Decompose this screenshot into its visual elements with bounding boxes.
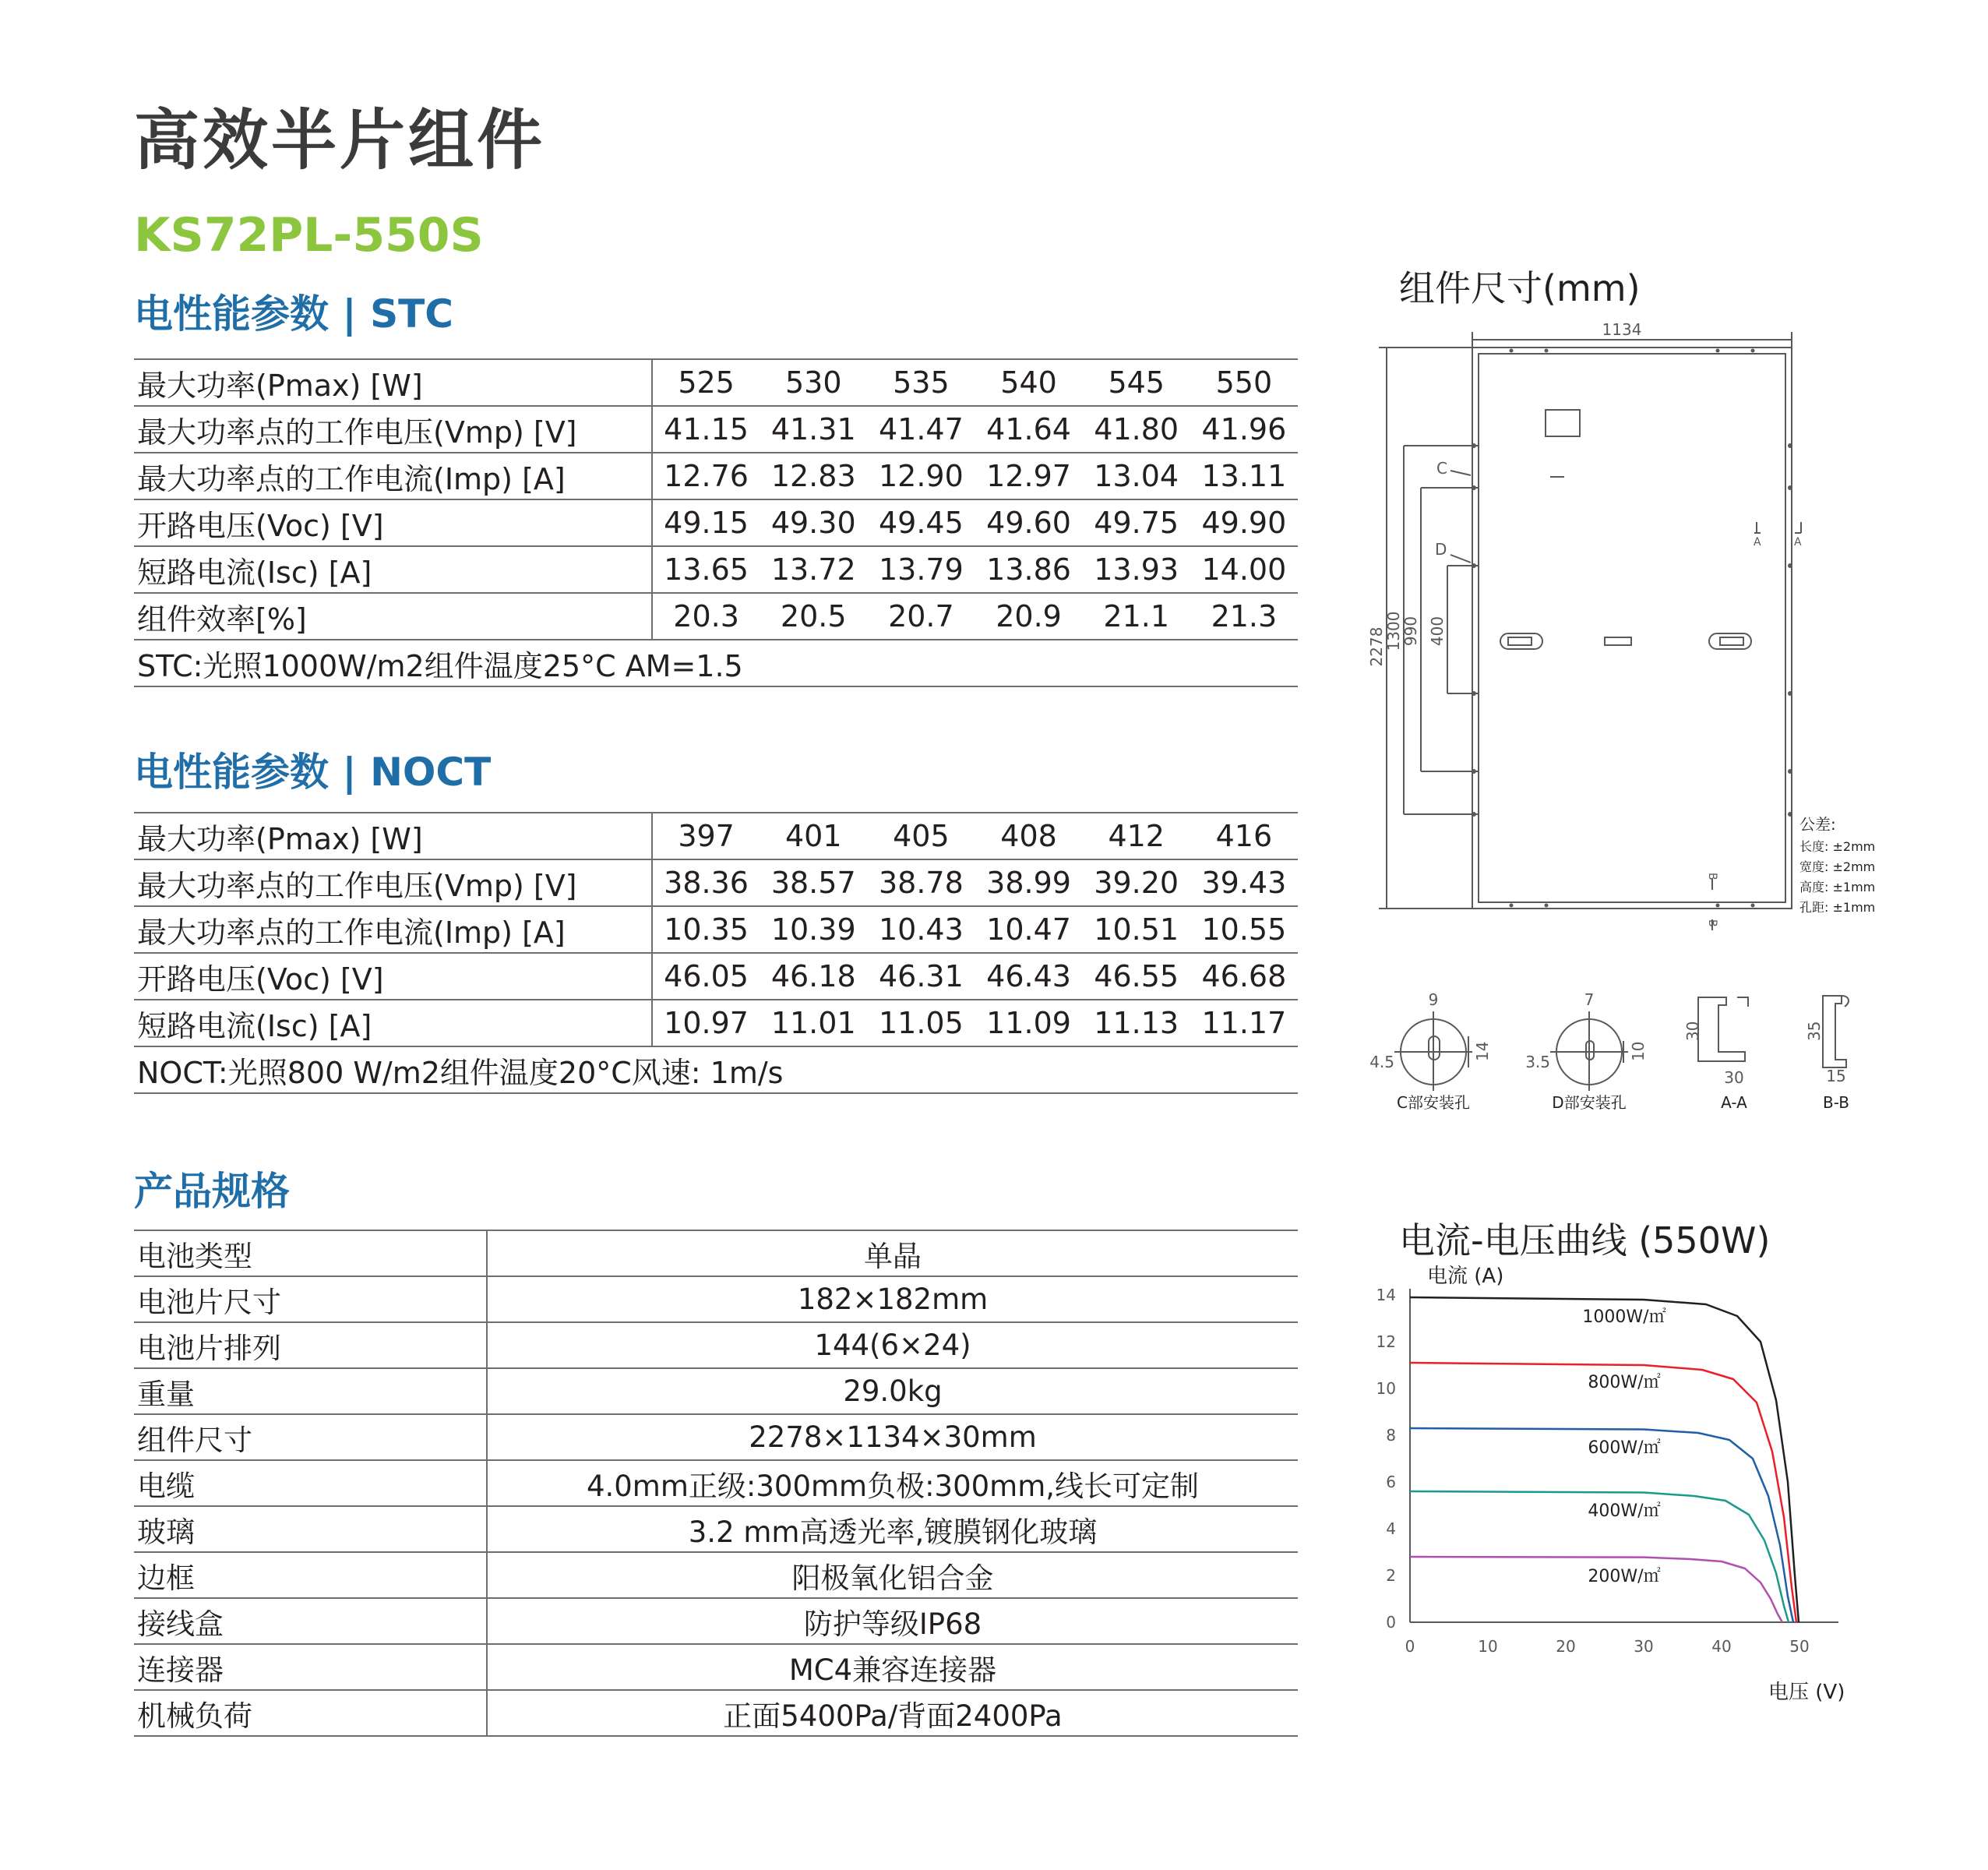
stc-value-cell: 12.90 (867, 453, 975, 499)
y-tick-label: 0 (1386, 1613, 1396, 1632)
stc-row (134, 593, 1298, 640)
section-a-mark-left: A (1754, 536, 1761, 549)
stc-value-cell: 13.72 (760, 546, 867, 593)
product-spec-label: 机械负荷 (134, 1690, 487, 1736)
noct-row-label: 最大功率点的工作电压(Vmp) [V] (134, 859, 652, 906)
height-dimension-2278: 2278 (1367, 626, 1386, 667)
noct-row (134, 1000, 1298, 1046)
product-spec-table (134, 1230, 1298, 1737)
product-spec-value: 2278×1134×30mm (487, 1414, 1298, 1460)
noct-value-cell: 10.35 (652, 906, 760, 953)
stc-value-cell: 545 (1083, 359, 1190, 406)
stc-table (134, 358, 1298, 687)
noct-heading: 电性能参数 | NOCT (134, 750, 492, 795)
iv-chart-title: 电流-电压曲线 (550W) (1399, 1219, 1771, 1261)
x-tick-label: 40 (1711, 1637, 1732, 1656)
stc-heading: 电性能参数 | STC (134, 291, 453, 337)
noct-value-cell: 46.43 (975, 953, 1082, 1000)
bb-width: 15 (1826, 1067, 1846, 1085)
noct-value-cell: 408 (975, 813, 1082, 859)
hole-d-label: D (1435, 540, 1447, 559)
product-spec-row (134, 1598, 1298, 1644)
product-spec-row (134, 1414, 1298, 1460)
product-spec-value: 阳极氧化铝合金 (487, 1552, 1298, 1598)
y-tick-label: 6 (1386, 1473, 1396, 1491)
stc-value-cell: 41.80 (1083, 406, 1190, 453)
noct-value-cell: 10.43 (867, 906, 975, 953)
x-tick-label: 10 (1478, 1637, 1498, 1656)
y-axis-label: 电流 (A) (1427, 1265, 1504, 1288)
d-hole-offset: 3.5 (1525, 1053, 1550, 1071)
product-spec-value: 4.0mm正级:300mm负极:300mm,线长可定制 (487, 1460, 1298, 1506)
stc-value-cell: 20.7 (867, 593, 975, 640)
product-spec-row (134, 1552, 1298, 1598)
stc-value-cell: 540 (975, 359, 1082, 406)
page-title: 高效半片组件 (134, 102, 546, 178)
noct-value-cell: 46.18 (760, 953, 867, 1000)
product-spec-label: 电池类型 (134, 1230, 487, 1276)
noct-value-cell: 10.47 (975, 906, 1082, 953)
noct-value-cell: 46.05 (652, 953, 760, 1000)
noct-row-label: 短路电流(Isc) [A] (134, 1000, 652, 1046)
product-spec-label: 边框 (134, 1552, 487, 1598)
product-spec-value: MC4兼容连接器 (487, 1644, 1298, 1690)
noct-row (134, 859, 1298, 906)
noct-value-cell: 10.39 (760, 906, 867, 953)
width-dimension: 1134 (1602, 320, 1642, 339)
stc-value-cell: 13.65 (652, 546, 760, 593)
product-spec-value: 防护等级IP68 (487, 1598, 1298, 1644)
noct-value-cell: 46.31 (867, 953, 975, 1000)
noct-row (134, 906, 1298, 953)
tolerance-height: 高度: ±1mm (1799, 880, 1876, 894)
x-tick-label: 0 (1405, 1637, 1415, 1656)
c-hole-offset: 4.5 (1369, 1053, 1394, 1071)
c-hole-length: 14 (1473, 1041, 1492, 1061)
noct-value-cell: 38.57 (760, 859, 867, 906)
stc-row-label: 短路电流(Isc) [A] (134, 546, 652, 593)
product-spec-label: 重量 (134, 1368, 487, 1414)
noct-row (134, 953, 1298, 1000)
stc-value-cell: 13.04 (1083, 453, 1190, 499)
noct-value-cell: 38.99 (975, 859, 1082, 906)
stc-value-cell: 12.97 (975, 453, 1082, 499)
noct-row (134, 813, 1298, 859)
noct-value-cell: 416 (1190, 813, 1298, 859)
noct-value-cell: 38.36 (652, 859, 760, 906)
height-dimension-1300: 1300 (1384, 611, 1403, 651)
stc-value-cell: 41.96 (1190, 406, 1298, 453)
noct-value-cell: 10.51 (1083, 906, 1190, 953)
aa-width: 30 (1724, 1068, 1744, 1087)
x-tick-label: 50 (1789, 1637, 1810, 1656)
stc-value-cell: 535 (867, 359, 975, 406)
height-dimension-990: 990 (1401, 616, 1420, 647)
iv-series-label: 200W/㎡ (1588, 1567, 1661, 1586)
iv-curve-chart (1355, 1262, 1870, 1722)
stc-value-cell: 49.30 (760, 499, 867, 546)
stc-row-label: 最大功率(Pmax) [W] (134, 359, 652, 406)
y-tick-label: 2 (1386, 1566, 1396, 1585)
bb-height: 35 (1805, 1021, 1824, 1041)
stc-value-cell: 49.15 (652, 499, 760, 546)
section-b-mark-top: B (1706, 873, 1718, 880)
stc-value-cell: 20.9 (975, 593, 1082, 640)
c-hole-width: 9 (1428, 990, 1439, 1009)
product-spec-value: 正面5400Pa/背面2400Pa (487, 1690, 1298, 1736)
product-spec-label: 电池片排列 (134, 1322, 487, 1368)
x-tick-label: 20 (1556, 1637, 1576, 1656)
y-tick-label: 10 (1376, 1379, 1396, 1398)
stc-row (134, 499, 1298, 546)
stc-value-cell: 49.45 (867, 499, 975, 546)
y-tick-label: 12 (1376, 1332, 1396, 1351)
stc-value-cell: 12.76 (652, 453, 760, 499)
product-heading: 产品规格 (134, 1169, 290, 1214)
stc-value-cell: 14.00 (1190, 546, 1298, 593)
noct-value-cell: 11.17 (1190, 1000, 1298, 1046)
stc-value-cell: 41.47 (867, 406, 975, 453)
noct-conditions-note: NOCT:光照800 W/m2组件温度20°C风速: 1m/s (134, 1046, 1298, 1093)
stc-value-cell: 49.75 (1083, 499, 1190, 546)
height-dimension-400: 400 (1428, 616, 1447, 647)
noct-value-cell: 10.55 (1190, 906, 1298, 953)
stc-value-cell: 21.3 (1190, 593, 1298, 640)
y-tick-label: 8 (1386, 1426, 1396, 1445)
product-spec-row (134, 1460, 1298, 1506)
product-spec-label: 玻璃 (134, 1506, 487, 1552)
noct-value-cell: 412 (1083, 813, 1190, 859)
stc-value-cell: 12.83 (760, 453, 867, 499)
stc-row (134, 546, 1298, 593)
y-tick-label: 4 (1386, 1519, 1396, 1538)
tolerance-hole-distance: 孔距: ±1mm (1799, 900, 1876, 915)
product-spec-value: 29.0kg (487, 1368, 1298, 1414)
product-spec-label: 连接器 (134, 1644, 487, 1690)
iv-series-label: 1000W/㎡ (1582, 1307, 1666, 1327)
dimensions-title: 组件尺寸(mm) (1399, 267, 1641, 309)
d-hole-width: 7 (1584, 990, 1595, 1009)
product-spec-label: 电池片尺寸 (134, 1276, 487, 1322)
noct-value-cell: 11.09 (975, 1000, 1082, 1046)
product-spec-label: 电缆 (134, 1460, 487, 1506)
stc-value-cell: 13.79 (867, 546, 975, 593)
iv-series-label: 800W/㎡ (1588, 1373, 1661, 1392)
stc-value-cell: 525 (652, 359, 760, 406)
noct-value-cell: 11.13 (1083, 1000, 1190, 1046)
stc-value-cell: 13.86 (975, 546, 1082, 593)
noct-value-cell: 46.68 (1190, 953, 1298, 1000)
stc-value-cell: 41.31 (760, 406, 867, 453)
stc-value-cell: 21.1 (1083, 593, 1190, 640)
stc-row-label: 开路电压(Voc) [V] (134, 499, 652, 546)
noct-value-cell: 11.05 (867, 1000, 975, 1046)
noct-note-row (134, 1046, 1298, 1093)
tolerance-width: 宽度: ±2mm (1799, 859, 1876, 874)
noct-row-label: 开路电压(Voc) [V] (134, 953, 652, 1000)
bb-caption: B-B (1823, 1093, 1849, 1112)
stc-value-cell: 41.64 (975, 406, 1082, 453)
product-spec-row (134, 1690, 1298, 1736)
tolerance-length: 长度: ±2mm (1799, 839, 1876, 854)
product-spec-value: 单晶 (487, 1230, 1298, 1276)
product-spec-row (134, 1276, 1298, 1322)
noct-table (134, 812, 1298, 1094)
d-hole-caption: D部安装孔 (1552, 1093, 1627, 1112)
d-hole-length: 10 (1629, 1041, 1648, 1061)
noct-value-cell: 11.01 (760, 1000, 867, 1046)
product-spec-label: 组件尺寸 (134, 1414, 487, 1460)
noct-value-cell: 46.55 (1083, 953, 1190, 1000)
product-spec-row (134, 1368, 1298, 1414)
x-tick-label: 30 (1634, 1637, 1654, 1656)
stc-value-cell: 550 (1190, 359, 1298, 406)
iv-series-label: 600W/㎡ (1588, 1438, 1661, 1458)
aa-height: 30 (1683, 1021, 1702, 1041)
stc-row (134, 359, 1298, 406)
noct-value-cell: 401 (760, 813, 867, 859)
stc-value-cell: 20.3 (652, 593, 760, 640)
aa-caption: A-A (1721, 1093, 1747, 1112)
stc-row-label: 组件效率[%] (134, 593, 652, 640)
stc-value-cell: 41.15 (652, 406, 760, 453)
model-number: KS72PL-550S (134, 208, 484, 263)
noct-value-cell: 38.78 (867, 859, 975, 906)
product-spec-value: 144(6×24) (487, 1322, 1298, 1368)
stc-value-cell: 530 (760, 359, 867, 406)
stc-row-label: 最大功率点的工作电流(Imp) [A] (134, 453, 652, 499)
module-dimension-drawing (1355, 312, 1901, 1138)
noct-value-cell: 39.20 (1083, 859, 1190, 906)
noct-value-cell: 397 (652, 813, 760, 859)
product-spec-row (134, 1644, 1298, 1690)
product-spec-value: 3.2 mm高透光率,镀膜钢化玻璃 (487, 1506, 1298, 1552)
c-hole-caption: C部安装孔 (1397, 1093, 1470, 1112)
noct-row-label: 最大功率(Pmax) [W] (134, 813, 652, 859)
tolerance-title: 公差: (1799, 815, 1836, 834)
stc-value-cell: 49.60 (975, 499, 1082, 546)
stc-row (134, 453, 1298, 499)
stc-row (134, 406, 1298, 453)
noct-row-label: 最大功率点的工作电流(Imp) [A] (134, 906, 652, 953)
section-b-mark-bottom: B (1706, 919, 1718, 927)
product-spec-row (134, 1230, 1298, 1276)
x-axis-label: 电压 (V) (1768, 1681, 1845, 1704)
stc-row-label: 最大功率点的工作电压(Vmp) [V] (134, 406, 652, 453)
product-spec-label: 接线盒 (134, 1598, 487, 1644)
product-spec-row (134, 1506, 1298, 1552)
product-spec-row (134, 1322, 1298, 1368)
stc-conditions-note: STC:光照1000W/m2组件温度25°C AM=1.5 (134, 640, 1298, 686)
stc-value-cell: 49.90 (1190, 499, 1298, 546)
section-a-mark-right: A (1794, 536, 1802, 549)
y-tick-label: 14 (1376, 1286, 1396, 1304)
noct-value-cell: 10.97 (652, 1000, 760, 1046)
noct-value-cell: 405 (867, 813, 975, 859)
stc-value-cell: 13.11 (1190, 453, 1298, 499)
stc-value-cell: 20.5 (760, 593, 867, 640)
iv-series-label: 400W/㎡ (1588, 1501, 1661, 1521)
hole-c-label: C (1436, 459, 1447, 478)
product-spec-value: 182×182mm (487, 1276, 1298, 1322)
stc-note-row (134, 640, 1298, 686)
noct-value-cell: 39.43 (1190, 859, 1298, 906)
stc-value-cell: 13.93 (1083, 546, 1190, 593)
